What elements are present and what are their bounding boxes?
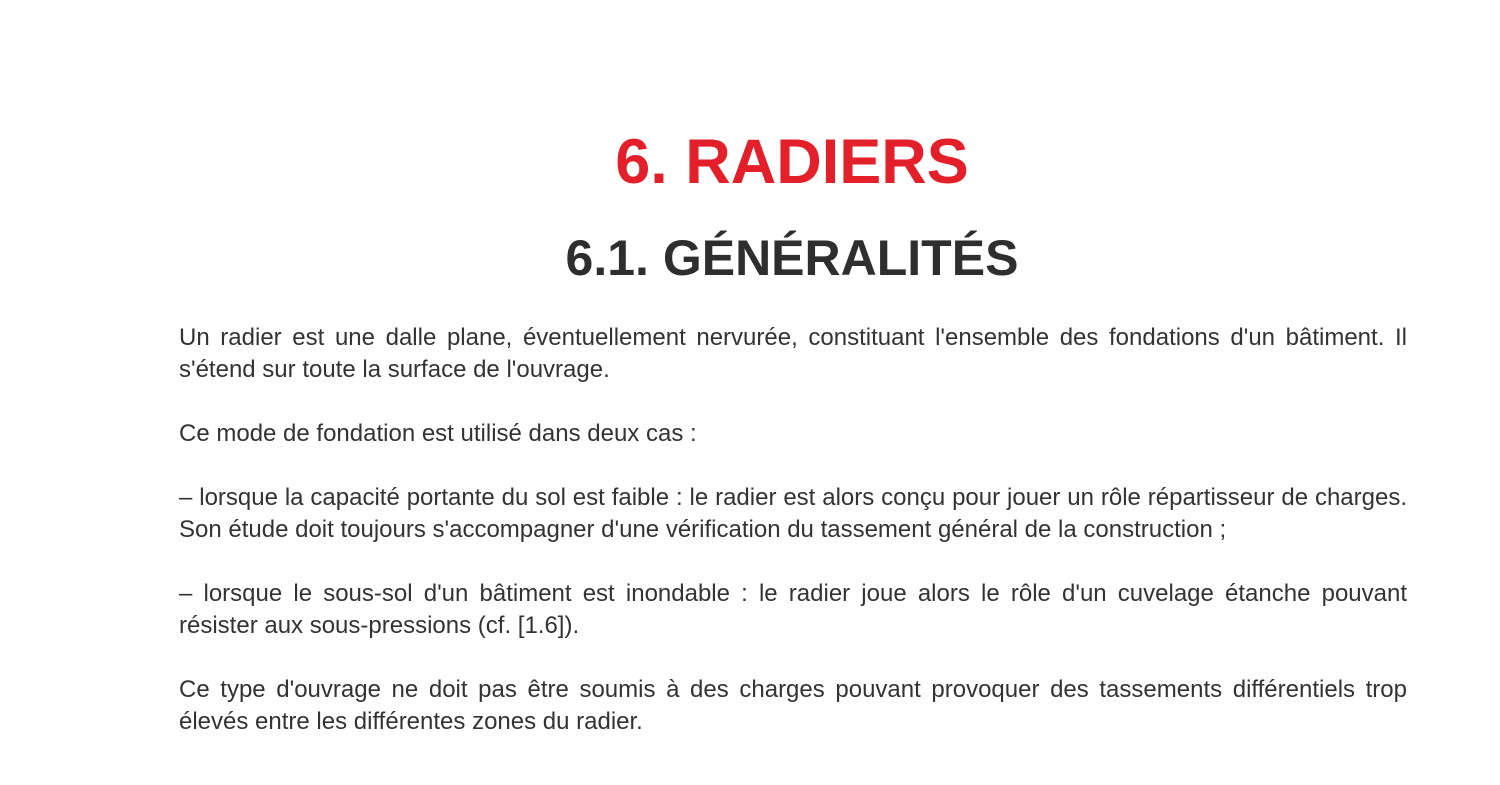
- paragraph-definition: Un radier est une dalle plane, éventuellement nervurée, constituant l'ensemble des fondations d'un bâtiment. Il s'étend sur toute la surface de l'ouvrage.: [179, 324, 1407, 383]
- chapter-title: 6. RADIERS: [615, 127, 969, 197]
- paragraph-case-floodable: – lorsque le sous-sol d'un bâtiment est inondable : le radier joue alors le rôle d'un cuvelage étanche pouvant résister aux sous-pressions (cf. [1.6]).: [179, 580, 1407, 639]
- paragraph-use-cases-intro: Ce mode de fondation est utilisé dans deux cas :: [179, 420, 697, 447]
- paragraph-differential-settlement: Ce type d'ouvrage ne doit pas être soumis à des charges pouvant provoquer des tassements différentiels trop élevés entre les différentes zones du radier.: [179, 676, 1407, 735]
- paragraph-case-weak-soil: – lorsque la capacité portante du sol est faible : le radier est alors conçu pour jouer un rôle répartisseur de charges. Son étude doit toujours s'accompagner d'une vérification du tassement général de la construction ;: [179, 484, 1407, 543]
- body-text: [179, 322, 1407, 770]
- section-title: 6.1. GÉNÉRALITÉS: [565, 230, 1019, 286]
